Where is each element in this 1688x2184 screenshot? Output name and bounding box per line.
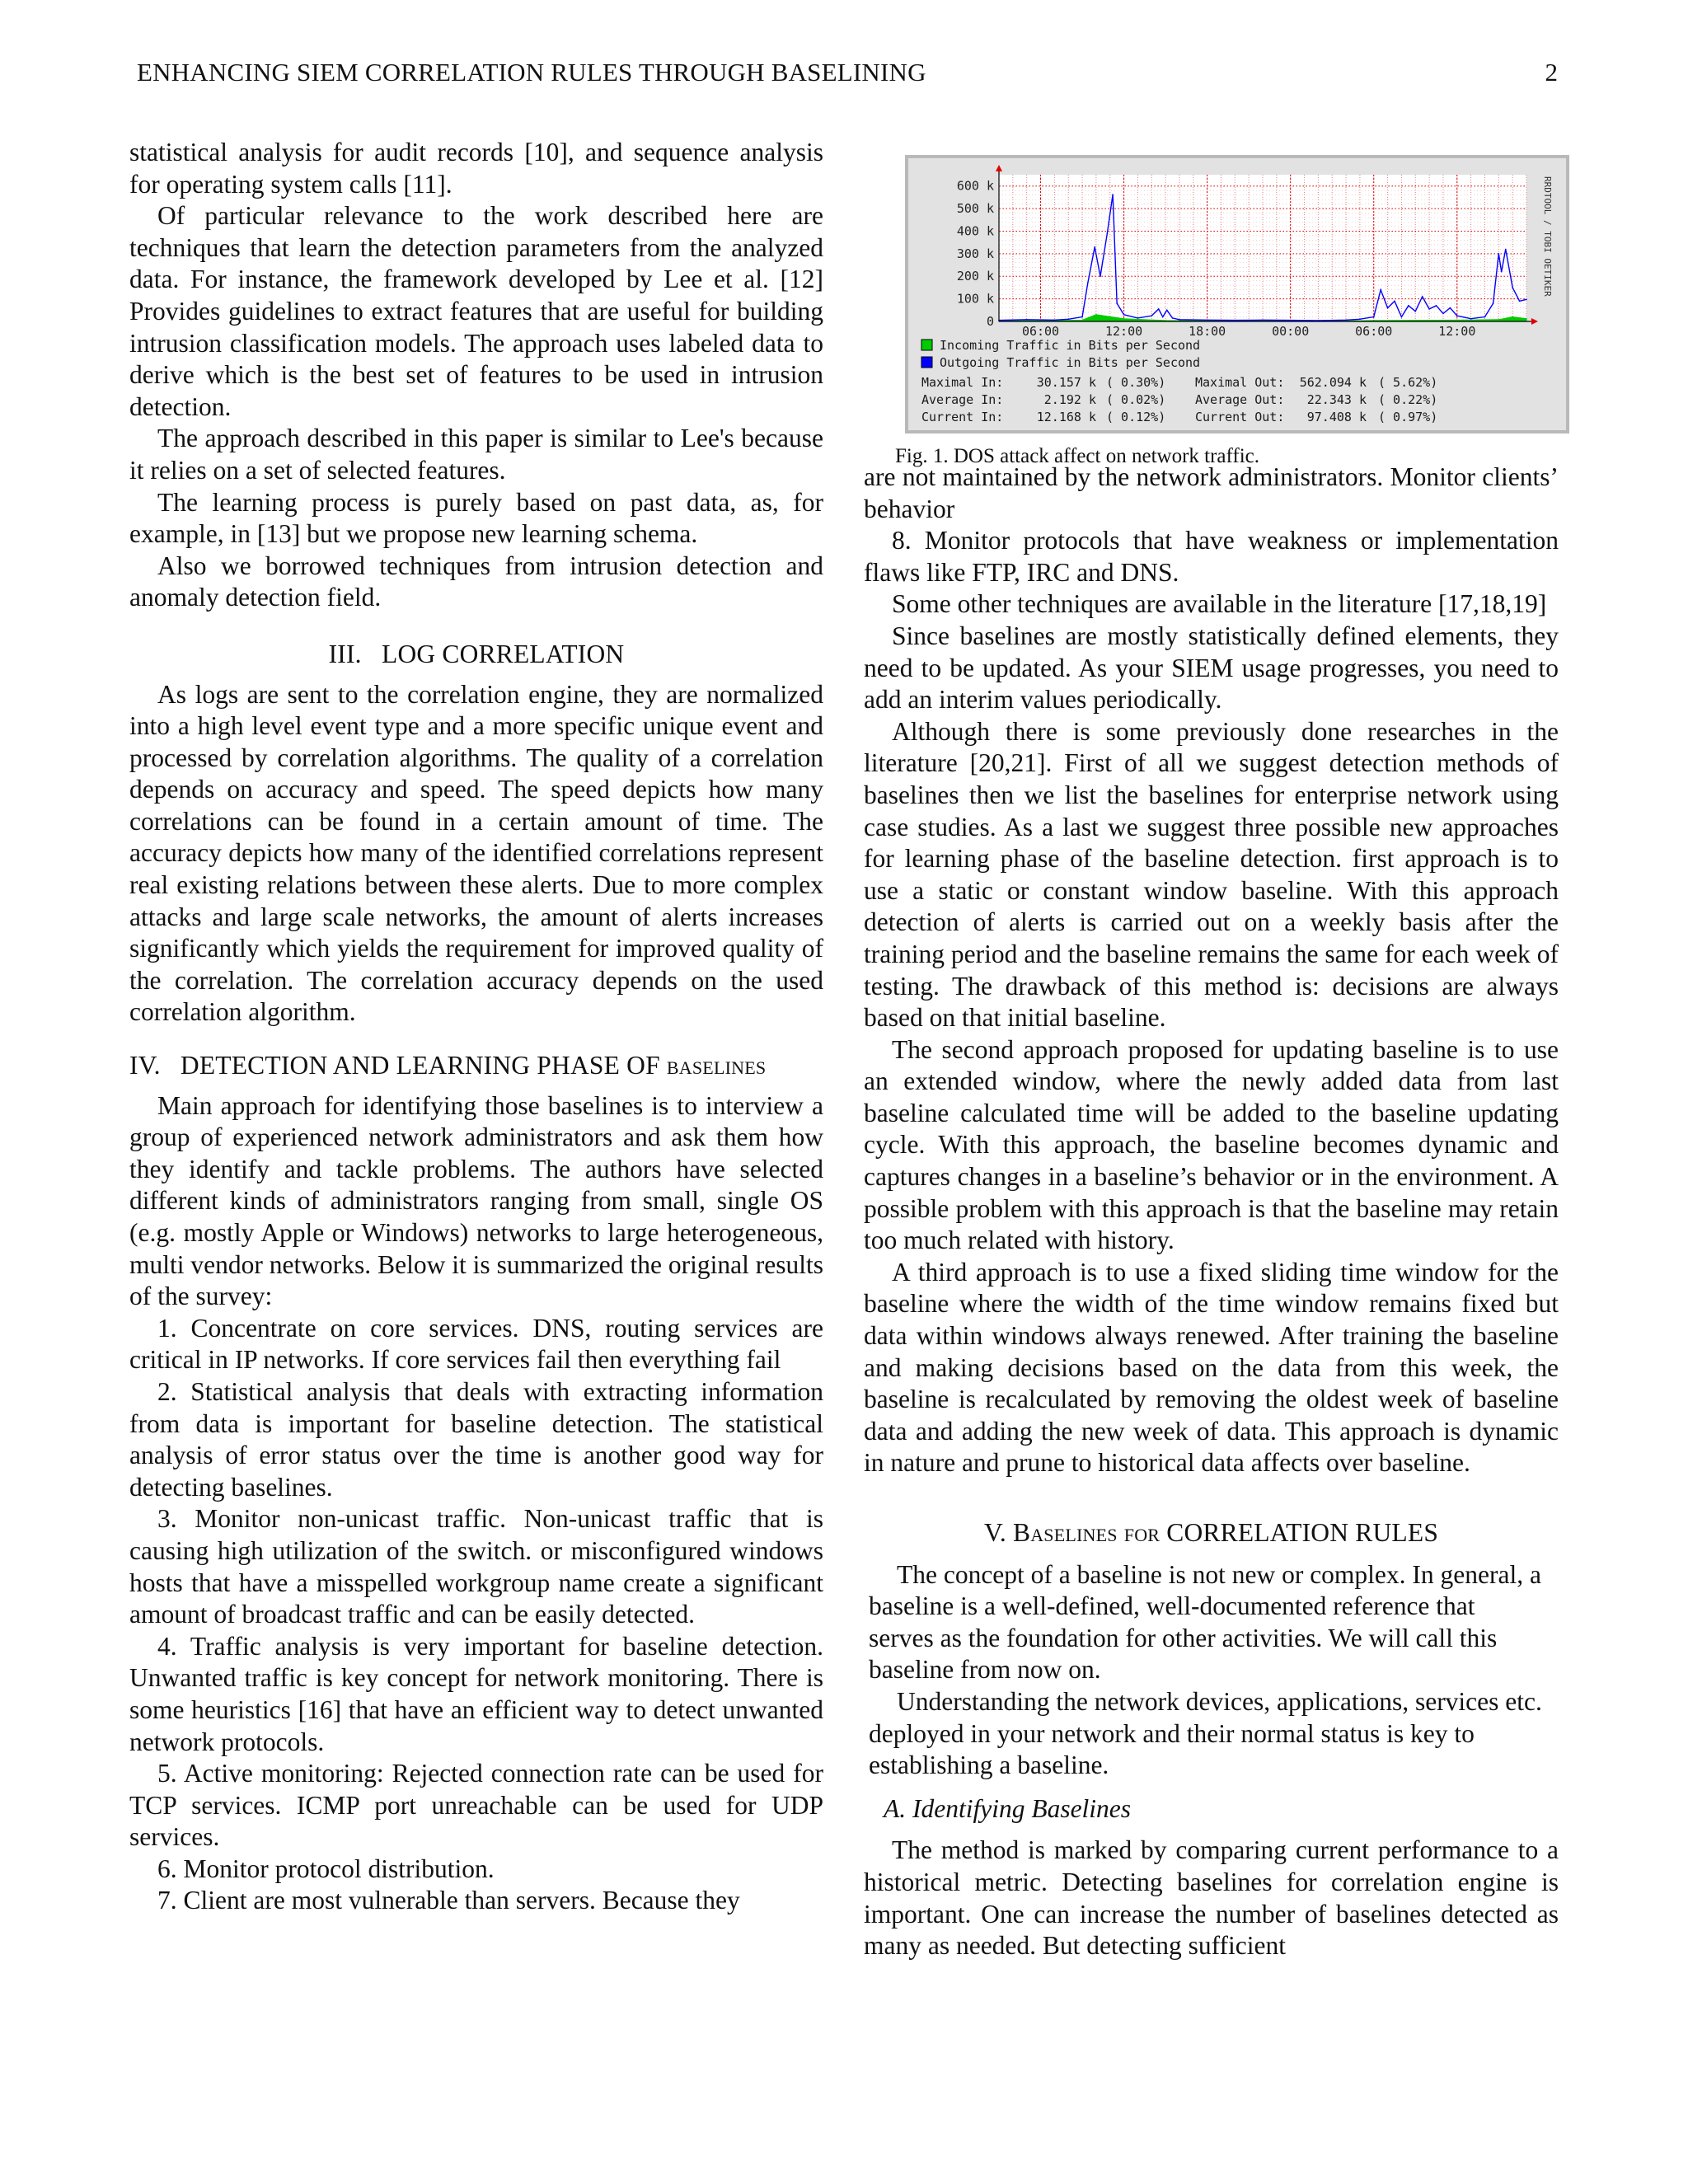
y-tick-label: 200 k: [956, 269, 994, 284]
section-number: III.: [328, 639, 362, 668]
outgoing-point: [1442, 313, 1444, 315]
outgoing-point: [1151, 315, 1152, 316]
section-heading-5: [864, 1517, 1559, 1549]
incoming-point: [1414, 320, 1416, 321]
outgoing-point: [1380, 289, 1381, 291]
section-title: DETECTION AND LEARNING PHASE OF: [180, 1051, 660, 1080]
paragraph: are not maintained by the network administrators. Monitor clients’ behavior: [864, 462, 1559, 523]
paragraph: Of particular relevance to the work described here are techniques that learn the detection parameters from the analyzed data. For instance, the framework developed by Lee et al. [12] Provides guidelines to extract features that are useful for building intrusion classification models. The approach uses labeled data to derive which is the best set of features to be used in intrusion detection.: [129, 201, 823, 421]
outgoing-point: [1436, 305, 1437, 307]
x-tick-label: 06:00: [1355, 324, 1393, 339]
y-axis-arrow: [996, 165, 1002, 171]
outgoing-point: [1456, 315, 1458, 316]
section-heading-4: [129, 1050, 823, 1082]
incoming-point: [1456, 320, 1458, 321]
paragraph: A third approach is to use a fixed sliding time window for the baseline where the width of the time window remains fixed but data within windows always renewed. After training the baseline and making decisions based on the data from this week, the baseline is recalculated by removing the oldest week of baseline data and adding the new week of data. This approach is dynamic in nature and prune to historical data affects over baseline.: [864, 1257, 1559, 1478]
stats-cell: Current Out:: [1195, 410, 1285, 424]
page-number: 2: [1545, 58, 1558, 87]
stats-cell: Maximal Out:: [1195, 375, 1285, 390]
stats-cell: ( 0.97%): [1378, 410, 1438, 424]
incoming-point: [1095, 314, 1097, 316]
section-title-smallcaps: aselines for: [1030, 1518, 1160, 1547]
outgoing-point: [1172, 317, 1174, 319]
subsection-heading: A. Identifying Baselines: [884, 1793, 1132, 1823]
stats-cell: Current In:: [921, 410, 1004, 424]
list-item: 8. Monitor protocols that have weakness or implementation flaws like FTP, IRC and DNS.: [864, 526, 1559, 587]
y-tick-label: 300 k: [956, 246, 994, 261]
list-item: 3. Monitor non-unicast traffic. Non-unicast traffic that is causing high utilization of the switch. or misconfigured windows hosts that have a misspelled workgroup name create a significant amount of broadcast traffic and can be easily detected.: [129, 1504, 823, 1629]
traffic-chart: [908, 158, 1566, 430]
outgoing-point: [1137, 317, 1139, 319]
outgoing-point: [1290, 320, 1292, 321]
list-item: 2. Statistical analysis that deals with extracting information from data is important for baseline detection. The statistical analysis of error status over the time is another good way for detecting baselines.: [129, 1376, 823, 1502]
paragraph: Understanding the network devices, applications, services etc. deployed in your network and their normal status is key to establishing a baseline.: [869, 1686, 1542, 1780]
section-number: V.: [983, 1518, 1006, 1547]
outgoing-point: [1207, 320, 1208, 321]
x-tick-label: 12:00: [1438, 324, 1476, 339]
paragraph: Main approach for identifying those baselines is to interview a group of experienced network administrators and ask them how they identify and tackle problems. The authors have selected different kinds of administrators ranging from small, single OS (e.g. mostly Apple or Windows) networks to large heterogeneous, multi vendor networks. Below it is summarized the original results of the survey:: [129, 1090, 823, 1311]
outgoing-point: [1345, 320, 1347, 321]
stats-cell: ( 0.02%): [1106, 392, 1166, 407]
stats-cell: ( 0.22%): [1378, 392, 1438, 407]
outgoing-point: [1408, 305, 1409, 307]
stats-cell: ( 0.12%): [1106, 410, 1166, 424]
outgoing-point: [1107, 232, 1109, 234]
list-item: 5. Active monitoring: Rejected connection rate can be used for TCP services. ICMP port unreachable can be used for UDP services.: [129, 1759, 823, 1852]
stats-cell: 30.157 k: [1036, 375, 1096, 390]
paragraph: The method is marked by comparing current performance to a historical metric. Detecting baselines for correlation engine is important. One can increase the number of baselines detected as many as needed. But detecting sufficient: [864, 1835, 1559, 1961]
outgoing-point: [1519, 301, 1521, 302]
section-title-smallcaps: baselines: [666, 1051, 767, 1080]
stats-cell: Maximal In:: [921, 375, 1004, 390]
outgoing-point: [1493, 302, 1494, 304]
outgoing-point: [1235, 320, 1236, 321]
outgoing-point: [1373, 316, 1375, 318]
figure-traffic-graph: [905, 155, 1569, 434]
legend-swatch: [921, 357, 932, 368]
outgoing-point: [1498, 253, 1500, 255]
outgoing-point: [1054, 320, 1056, 321]
outgoing-point: [1158, 308, 1160, 310]
y-tick-label: 400 k: [956, 223, 994, 239]
outgoing-point: [1179, 319, 1180, 321]
stats-cell: 97.408 k: [1306, 410, 1367, 424]
outgoing-point: [1359, 318, 1361, 320]
outgoing-point: [1116, 302, 1118, 304]
outgoing-point: [1162, 316, 1164, 318]
stats-cell: 22.343 k: [1306, 392, 1367, 407]
incoming-point: [1512, 316, 1513, 318]
x-tick-label: 00:00: [1272, 324, 1310, 339]
paragraph: The learning process is purely based on past data, as, for example, in [13] but we propose new learning schema.: [129, 487, 823, 549]
outgoing-point: [1262, 320, 1264, 321]
section-title-initial: B: [1012, 1518, 1031, 1547]
outgoing-point: [1387, 307, 1389, 309]
incoming-point: [1081, 320, 1083, 321]
paragraph: Some other techniques are available in the literature [17,18,19]: [892, 589, 1547, 619]
outgoing-point: [1414, 311, 1416, 312]
outgoing-point: [1026, 319, 1028, 321]
rrdtool-credit: RRDTOOL / TOBI OETIKER: [1542, 176, 1553, 297]
running-title: ENHANCING SIEM CORRELATION RULES THROUGH BASELINING: [137, 58, 926, 87]
outgoing-point: [1123, 314, 1125, 316]
outgoing-point: [1505, 249, 1507, 251]
paragraph: As logs are sent to the correlation engine, they are normalized into a high level event type and a more specific unique event and processed by correlation algorithms. The quality of a correlation depends on accuracy and speed. The speed depicts how many correlations can be found in a certain amount of time. The accuracy depicts how many of the identified correlations represent real existing relations between these alerts. Due to more complex attacks and large scale networks, the amount of alerts increases significantly which yields the requirement for improved quality of the correlation. The correlation accuracy depends on the used correlation algorithm.: [129, 679, 823, 1027]
y-tick-label: 100 k: [956, 291, 994, 307]
section-heading-3: [129, 639, 823, 671]
stats-cell: 2.192 k: [1043, 392, 1096, 407]
y-tick-label: 0: [986, 314, 994, 329]
section-title: LOG CORRELATION: [382, 639, 625, 668]
outgoing-point: [1394, 301, 1395, 302]
x-tick-label: 06:00: [1021, 324, 1060, 339]
section-title: CORRELATION RULES: [1166, 1518, 1439, 1547]
outgoing-point: [1484, 316, 1486, 318]
outgoing-point: [1112, 194, 1114, 195]
x-tick-label: 12:00: [1105, 324, 1143, 339]
stats-cell: ( 5.62%): [1378, 375, 1438, 390]
list-item: 7. Client are most vulnerable than servers. Because they: [157, 1886, 740, 1915]
y-tick-label: 500 k: [956, 201, 994, 217]
stats-cell: Average Out:: [1195, 392, 1285, 407]
outgoing-point: [1094, 246, 1095, 248]
legend-swatch: [921, 340, 932, 350]
outgoing-point: [1470, 318, 1472, 320]
left-column: [129, 137, 823, 1917]
stats-cell: ( 0.30%): [1106, 375, 1166, 390]
legend-label: Outgoing Traffic in Bits per Second: [940, 355, 1201, 370]
stats-cell: 12.168 k: [1036, 410, 1096, 424]
outgoing-point: [1422, 296, 1423, 298]
paragraph: Also we borrowed techniques from intrusion detection and anomaly detection field.: [129, 551, 823, 612]
paragraph: The concept of a baseline is not new or complex. In general, a baseline is a well-defined, well-documented reference that serves as the foundation for other activities. We will call this baseline from now on.: [869, 1559, 1541, 1685]
stats-cell: 562.094 k: [1299, 375, 1367, 390]
paragraph: Although there is some previously done researches in the literature [20,21]. First of all we suggest detection methods of baselines then we list the baselines for enterprise network using case studies. As a last we suggest three possible new approaches for learning phase of the baseline detection. first approach is to use a static or constant window baseline. With this approach detection of alerts is carried out on a weekly basis after the training period and the baseline remains the same for each week of testing. The drawback of this method is: decisions are always based on that initial baseline.: [864, 716, 1559, 1033]
outgoing-point: [1501, 271, 1503, 273]
outgoing-point: [1428, 308, 1430, 310]
list-item: 1. Concentrate on core services. DNS, routing services are critical in IP networks. If core services fail then everything fail: [129, 1313, 823, 1375]
paragraph: Since baselines are mostly statistically defined elements, they need to be updated. As your SIEM usage progresses, you need to add an interim values periodically.: [864, 621, 1559, 715]
outgoing-point: [1067, 318, 1069, 320]
stats-cell: Average In:: [921, 392, 1004, 407]
incoming-point: [1498, 319, 1500, 321]
paragraph: The second approach proposed for updating baseline is to use an extended window, where the newly added data from last baseline calculated time will be added to the baseline updating cycle. With this approach, the baseline becomes dynamic and captures changes in a baseline’s behavior or in the environment. A possible problem with this approach is that the baseline may retain too much related with history.: [864, 1034, 1559, 1255]
outgoing-point: [1401, 316, 1403, 318]
outgoing-point: [1166, 310, 1168, 312]
x-axis-arrow: [1531, 318, 1538, 325]
incoming-point: [1123, 318, 1125, 320]
x-tick-label: 18:00: [1189, 324, 1226, 339]
outgoing-point: [1100, 275, 1101, 277]
outgoing-point: [1081, 316, 1083, 318]
outgoing-point: [1512, 287, 1513, 288]
outgoing-point: [1450, 307, 1451, 309]
section-number: IV.: [129, 1051, 161, 1080]
legend-label: Incoming Traffic in Bits per Second: [940, 338, 1201, 353]
right-column: [864, 462, 1559, 1962]
figure-caption: Fig. 1. DOS attack affect on network traffic.: [895, 445, 1260, 467]
paragraph: The approach described in this paper is similar to Lee's because it relies on a set of selected features.: [129, 424, 823, 485]
y-tick-label: 600 k: [956, 178, 994, 194]
paragraph: statistical analysis for audit records [10], and sequence analysis for operating system calls [11].: [129, 138, 823, 199]
outgoing-point: [1526, 299, 1527, 301]
plot-area: [999, 175, 1526, 321]
list-item: 6. Monitor protocol distribution.: [157, 1854, 495, 1883]
list-item: 4. Traffic analysis is very important for baseline detection. Unwanted traffic is key concept for network monitoring. There is some heuristics [16] that have an efficient way to detect unwanted network protocols.: [129, 1631, 823, 1756]
incoming-point: [1526, 318, 1527, 320]
outgoing-point: [1087, 283, 1089, 284]
